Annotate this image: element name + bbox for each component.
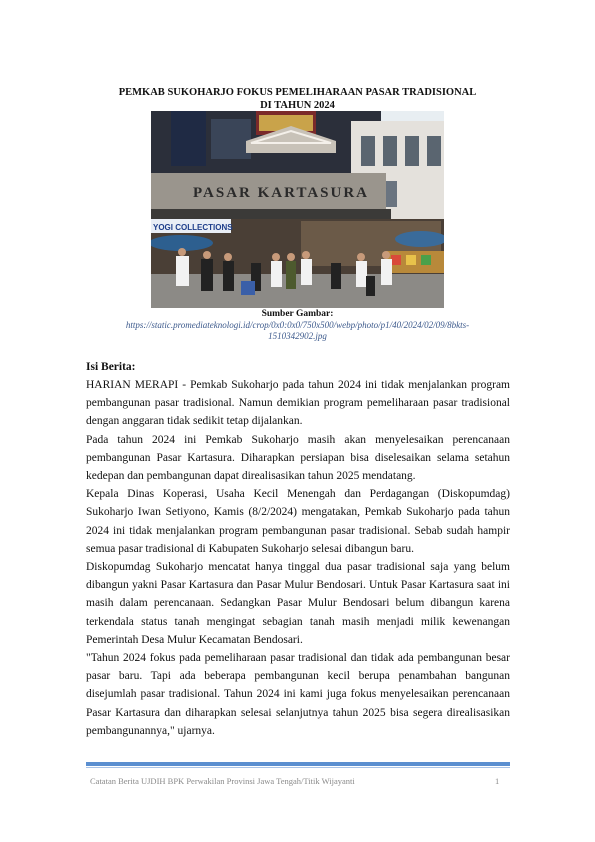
image-source-url[interactable]: https://static.promediateknologi.id/crop/0x0:0x0/750x500/webp/photo/p1/40/2024/02/09/8bkts-1510342902.jpg (125, 320, 470, 341)
paragraph-1: HARIAN MERAPI - Pemkab Sukoharjo pada tahun 2024 ini tidak menjalankan program pembangunan pasar tradisional. Namun demikian program pemeliharaan pasar tradisional dengan anggaran tidak sedikit tetap dijalankan. (86, 379, 510, 428)
article-body (86, 376, 510, 740)
market-photo (151, 111, 444, 308)
image-source-label: Sumber Gambar: (261, 309, 334, 319)
page-number: 1 (495, 776, 500, 786)
sign-text: PASAR KARTASURA (193, 185, 370, 201)
paragraph-4: Diskopumdag Sukoharjo mencatat hanya tinggal dua pasar tradisional saja yang belum dibangun yakni Pasar Kartasura dan Pasar Mulur Bendosari. Untuk Pasar Kartasura saat ini masih dalam perencanaan. Sedangkan Pasar Mulur Bendosari belum dibangun karena terkendala status tanah mengingat sebagian tanah masih menjadi milik kewenangan Pemerintah Desa Mulur Kecamatan Bendosari. (86, 561, 510, 646)
paragraph-3: Kepala Dinas Koperasi, Usaha Kecil Menengah dan Perdagangan (Diskopumdag) Sukoharjo Iwan Setiyono, Kamis (8/2/2024) mengatakan, Pemkab Sukoharjo pada tahun 2024 ini tidak menjalankan program pembangunan pasar tradisional. Sebab sudah hampir semua pasar tradisional di Kabupaten Sukoharjo selesai dibangun baru. (86, 488, 510, 555)
section-heading: Isi Berita: (86, 361, 136, 373)
title-line-2: DI TAHUN 2024 (260, 100, 335, 111)
banner-text: YOGI COLLECTIONS (153, 223, 233, 232)
footer-text: Catatan Berita UJDIH BPK Perwakilan Provinsi Jawa Tengah/Titik Wijayanti (90, 776, 355, 786)
article-title (80, 86, 515, 112)
title-line-1: PEMKAB SUKOHARJO FOKUS PEMELIHARAAN PASAR TRADISIONAL (118, 87, 477, 98)
footer-divider (86, 762, 510, 766)
paragraph-5: "Tahun 2024 fokus pada pemeliharaan pasar tradisional dan tidak ada pembangunan besar pasar baru. Tapi ada beberapa pembangunan kecil berupa penambahan bangunan disejumlah pasar tradisional. Tahun 2024 ini kami juga fokus menyelesaikan perencanaan Pasar Kartasura dan diharapkan selesai selanjutnya tahun 2025 bisa segera direalisasikan pembangunannya," ujarnya. (86, 652, 510, 737)
paragraph-2: Pada tahun 2024 ini Pemkab Sukoharjo masih akan menyelesaikan perencanaan pembangunan Pasar Kartasura. Diharapkan persiapan bisa diselesaikan selama setahun kedepan dan pembangunan dapat direalisasikan tahun 2025 mendatang. (86, 433, 510, 483)
